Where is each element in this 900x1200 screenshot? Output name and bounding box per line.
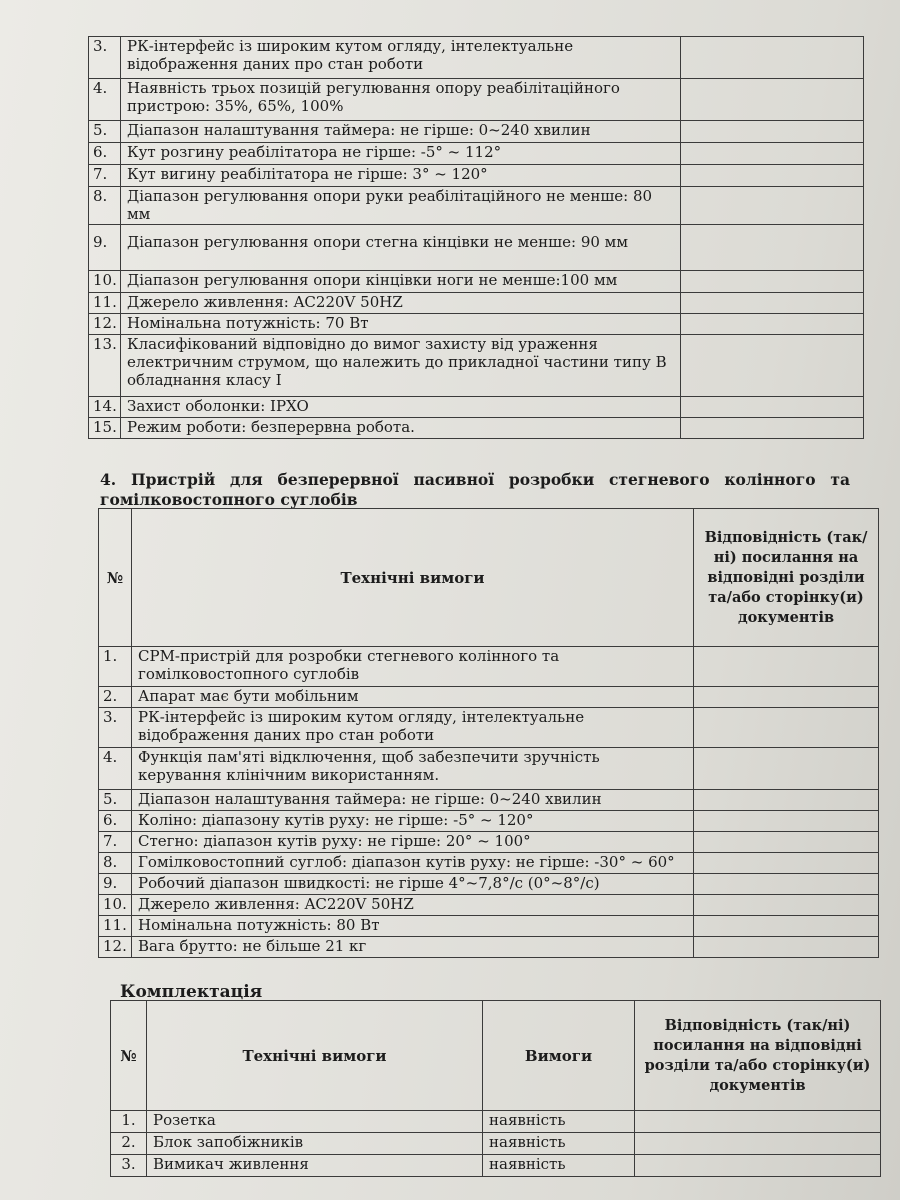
row-number: 12. (99, 937, 132, 958)
compliance-cell (694, 687, 879, 708)
requirement-text: Номінальна потужність: 70 Вт (121, 314, 681, 335)
compliance-cell (694, 895, 879, 916)
table-row (99, 895, 879, 916)
table-row (99, 937, 879, 958)
row-number: 7. (99, 832, 132, 853)
table-row (89, 314, 864, 335)
row-number: 13. (89, 335, 121, 397)
requirement-text: Гомілковостопний суглоб: діапазон кутів руху: не гірше: -30° ~ 60° (132, 853, 694, 874)
row-number: 7. (89, 165, 121, 187)
table-row (99, 647, 879, 687)
table-row (89, 165, 864, 187)
row-number: 2. (111, 1133, 147, 1155)
table-row (89, 271, 864, 293)
table-row (99, 874, 879, 895)
row-number: 2. (99, 687, 132, 708)
row-number: 8. (99, 853, 132, 874)
requirement-text: Класифікований відповідно до вимог захисту від ураження електричним струмом, що належить до прикладної частини типу B обладнання класу I (121, 335, 681, 397)
compliance-cell (681, 79, 864, 121)
requirement-text: Режим роботи: безперервна робота. (121, 418, 681, 439)
row-number: 10. (99, 895, 132, 916)
compliance-cell (694, 874, 879, 895)
number-column-header: № (111, 1001, 147, 1111)
kit-title: Комплектація (120, 982, 263, 1002)
compliance-cell (694, 832, 879, 853)
table-row (111, 1111, 881, 1133)
number-column-header: № (99, 509, 132, 647)
requirements-column-header: Технічні вимоги (147, 1001, 483, 1111)
compliance-cell (694, 647, 879, 687)
table-row (99, 790, 879, 811)
table-header-row (111, 1001, 881, 1111)
kit-item-value: наявність (483, 1111, 635, 1133)
requirement-text: Діапазон регулювання опори руки реабілітаційного не менше: 80 мм (121, 187, 681, 225)
table-row (89, 143, 864, 165)
requirement-text: СРМ-пристрій для розробки стегневого колінного та гомілковостопного суглобів (132, 647, 694, 687)
compliance-cell (681, 225, 864, 271)
compliance-cell (681, 121, 864, 143)
kit-item-name: Розетка (147, 1111, 483, 1133)
table-row (89, 121, 864, 143)
requirement-text: Кут розгину реабілітатора не гірше: -5° ~ 112° (121, 143, 681, 165)
section-heading: 4. Пристрій для безперервної пасивної розробки стегневого колінного та гомілковостопного суглобів (100, 470, 850, 509)
table-row (99, 916, 879, 937)
demands-column-header: Вимоги (483, 1001, 635, 1111)
kit-table (110, 1000, 881, 1177)
requirement-text: РК-інтерфейс із широким кутом огляду, інтелектуальне відображення даних про стан роботи (132, 708, 694, 748)
requirement-text: Коліно: діапазону кутів руху: не гірше: -5° ~ 120° (132, 811, 694, 832)
requirement-text: Вага брутто: не більше 21 кг (132, 937, 694, 958)
requirement-text: Апарат має бути мобільним (132, 687, 694, 708)
kit-item-value: наявність (483, 1133, 635, 1155)
table-row (89, 187, 864, 225)
compliance-cell (635, 1111, 881, 1133)
compliance-cell (681, 143, 864, 165)
compliance-cell (681, 418, 864, 439)
table-row (99, 687, 879, 708)
compliance-cell (681, 37, 864, 79)
compliance-cell (681, 314, 864, 335)
table-row (99, 832, 879, 853)
table-row (99, 708, 879, 748)
requirements-column-header: Технічні вимоги (132, 509, 694, 647)
compliance-cell (694, 811, 879, 832)
table-row (99, 853, 879, 874)
requirement-text: Діапазон налаштування таймера: не гірше: 0~240 хвилин (132, 790, 694, 811)
requirements-table-continued (88, 36, 864, 439)
compliance-cell (694, 916, 879, 937)
row-number: 15. (89, 418, 121, 439)
requirement-text: Кут вигину реабілітатора не гірше: 3° ~ 120° (121, 165, 681, 187)
table-row (89, 397, 864, 418)
requirement-text: Джерело живлення: AC220V 50HZ (121, 293, 681, 314)
row-number: 1. (99, 647, 132, 687)
table-row (89, 225, 864, 271)
requirement-text: Робочий діапазон швидкості: не гірше 4°~7,8°/c (0°~8°/c) (132, 874, 694, 895)
table-row (111, 1133, 881, 1155)
row-number: 10. (89, 271, 121, 293)
table-row (99, 811, 879, 832)
requirement-text: Діапазон регулювання опори стегна кінцівки не менше: 90 мм (121, 225, 681, 271)
requirement-text: Діапазон налаштування таймера: не гірше: 0~240 хвилин (121, 121, 681, 143)
row-number: 9. (99, 874, 132, 895)
kit-item-name: Вимикач живлення (147, 1155, 483, 1177)
row-number: 6. (99, 811, 132, 832)
row-number: 4. (99, 748, 132, 790)
row-number: 12. (89, 314, 121, 335)
compliance-cell (694, 853, 879, 874)
row-number: 6. (89, 143, 121, 165)
table-row (89, 418, 864, 439)
compliance-cell (694, 748, 879, 790)
requirement-text: Функція пам'яті відключення, щоб забезпечити зручність керування клінічним використанням. (132, 748, 694, 790)
row-number: 4. (89, 79, 121, 121)
table-row (89, 79, 864, 121)
compliance-cell (694, 790, 879, 811)
row-number: 11. (89, 293, 121, 314)
device-requirements-table (98, 508, 879, 958)
row-number: 3. (89, 37, 121, 79)
row-number: 1. (111, 1111, 147, 1133)
row-number: 11. (99, 916, 132, 937)
compliance-cell (681, 165, 864, 187)
compliance-column-header: Відповідність (так/ні) посилання на відповідні розділи та/або сторінку(и) документів (635, 1001, 881, 1111)
compliance-cell (694, 937, 879, 958)
requirement-text: Діапазон регулювання опори кінцівки ноги не менше:100 мм (121, 271, 681, 293)
requirement-text: РК-інтерфейс із широким кутом огляду, інтелектуальне відображення даних про стан роботи (121, 37, 681, 79)
table-row (89, 335, 864, 397)
compliance-column-header: Відповідність (так/ні) посилання на відповідні розділи та/або сторінку(и) документів (694, 509, 879, 647)
requirement-text: Наявність трьох позицій регулювання опору реабілітаційного пристрою: 35%, 65%, 100% (121, 79, 681, 121)
table-row (99, 748, 879, 790)
row-number: 5. (89, 121, 121, 143)
compliance-cell (635, 1155, 881, 1177)
table-header-row (99, 509, 879, 647)
requirement-text: Захист оболонки: IPXO (121, 397, 681, 418)
compliance-cell (681, 397, 864, 418)
compliance-cell (681, 293, 864, 314)
requirement-text: Стегно: діапазон кутів руху: не гірше: 20° ~ 100° (132, 832, 694, 853)
compliance-cell (694, 708, 879, 748)
requirement-text: Номінальна потужність: 80 Вт (132, 916, 694, 937)
row-number: 14. (89, 397, 121, 418)
compliance-cell (681, 335, 864, 397)
kit-item-name: Блок запобіжників (147, 1133, 483, 1155)
row-number: 8. (89, 187, 121, 225)
kit-item-value: наявність (483, 1155, 635, 1177)
compliance-cell (635, 1133, 881, 1155)
requirement-text: Джерело живлення: AC220V 50HZ (132, 895, 694, 916)
row-number: 3. (111, 1155, 147, 1177)
table-row (89, 293, 864, 314)
compliance-cell (681, 271, 864, 293)
table-row (111, 1155, 881, 1177)
row-number: 3. (99, 708, 132, 748)
table-row (89, 37, 864, 79)
row-number: 5. (99, 790, 132, 811)
compliance-cell (681, 187, 864, 225)
row-number: 9. (89, 225, 121, 271)
